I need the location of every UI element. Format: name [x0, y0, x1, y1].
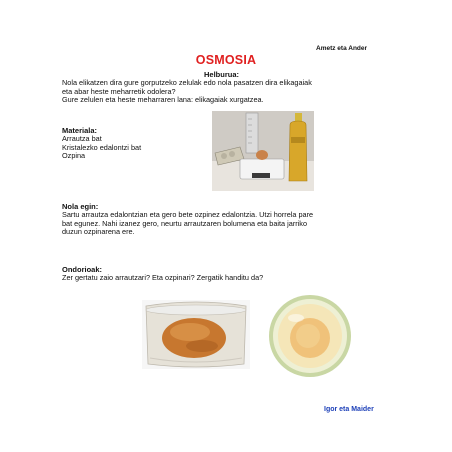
nola-egin-line: Sartu arrautza edalontzian eta gero bete ozpinez edalontzia. Utzi horrela pare — [62, 210, 314, 219]
page-title: OSMOSIA — [195, 53, 257, 67]
list-item: Ozpina — [62, 151, 86, 161]
materiala-heading: Materiala: — [62, 126, 98, 135]
list-item: Arrautza bat — [62, 134, 102, 143]
nola-egin-text — [62, 211, 402, 237]
bottom-authors: Igor eta Maider — [324, 406, 374, 413]
helburua-line: eta abar heste meharretik odolera? — [62, 86, 176, 96]
helburua-line: Nola elikatzen dira gure gorputzeko zelulak edo nola pasatzen dira elikagaiak — [62, 78, 312, 87]
helburua-text — [62, 79, 392, 105]
helburua-line: Gure zelulen eta heste meharraren lana: elikagaiak xurgatzea. — [62, 95, 264, 105]
materiala-list — [62, 135, 141, 161]
list-item: Kristalezko edalontzi bat — [62, 142, 142, 152]
nola-egin-line: duzun ozpinarena ere. — [62, 227, 135, 237]
helburua-heading: Helburua: — [204, 70, 240, 79]
top-authors: Ametz eta Ander — [316, 45, 368, 52]
ondorioak-text: Zer gertatu zaio arrautzari? Eta ozpinari? Zergatik handitu da? — [62, 273, 264, 282]
egg-in-glass-photo — [142, 300, 250, 369]
nola-egin-line: bat egunez. Nahi izanez gero, neurtu arrautzaren bolumena eta baita jarriko — [62, 218, 308, 228]
ondorioak-heading: Ondorioak: — [62, 265, 103, 274]
nola-egin-heading: Nola egin: — [62, 202, 99, 211]
egg-in-glass-image — [142, 300, 250, 369]
egg-in-dish-photo — [268, 294, 352, 378]
materials-photo-image — [212, 111, 314, 191]
egg-in-dish-image — [268, 294, 352, 378]
materials-photo — [212, 111, 314, 191]
